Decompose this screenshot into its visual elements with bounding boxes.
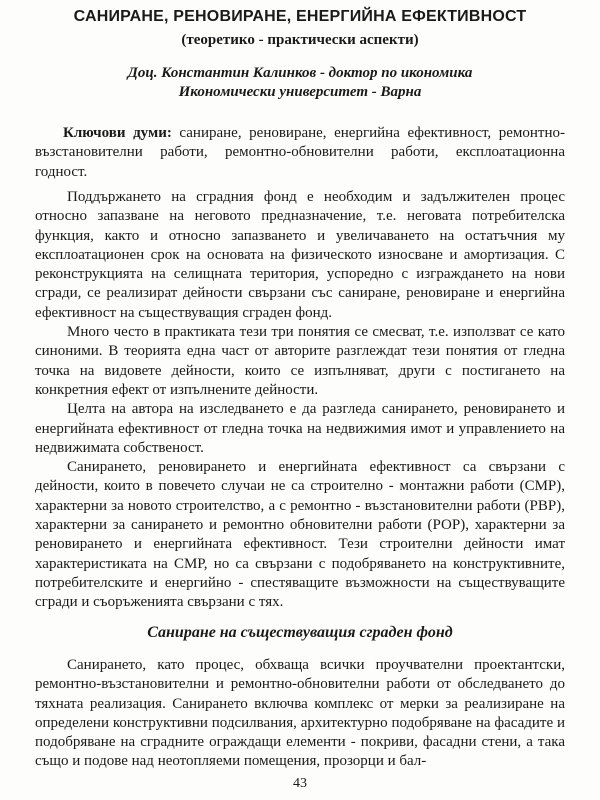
- section-paragraph: Санирането, като процес, обхваща всички проучвателни проектантски, ремонтно-възстановителни и ремонтно-обновителни работи от обследването до тяхната реализация. Санирането включва комплекс от мерки за реализиране на определени конструктивни подсилвания, архитектурно подобряване на фасадите и подобряване на сградните ограждащи елементи - покриви, фасадни стени, а така също и подове над неотопляеми помещения, прозорци и бал-: [35, 657, 565, 770]
- keywords-block: [35, 124, 565, 182]
- author-name: Доц. Константин Калинков - доктор по икономика: [127, 65, 473, 81]
- page-number: 43: [293, 776, 307, 791]
- main-text: [35, 188, 565, 613]
- keywords-text: саниране, реновиране, енергийна ефективност, ремонтно-възстановителни работи, ремонтно-обновителни работи, експлоатационна годност.: [35, 125, 565, 180]
- paragraph-3: Целта на автора на изследването е да разгледа санирането, реновирането и енергийната ефективност от гледна точка на недвижимия имот и управлението на недвижимата собственост.: [35, 401, 565, 456]
- article-title: САНИРАНЕ, РЕНОВИРАНЕ, ЕНЕРГИЙНА ЕФЕКТИВНОСТ: [73, 8, 527, 25]
- article-subtitle: (теоретико - практически аспекти): [181, 32, 419, 48]
- paragraph-4: Санирането, реновирането и енергийната ефективност са свързани с дейности, които в повечето случаи не са строително - монтажни работи (СМР), характерни за новото строителство, а с ремонтно - възстановителни работи (РВР), характерни за санирането и ремонтно обновителни работи (РОР), характерни за реновирането и енергийната ефективност. Тези строителни дейности имат характеристиката на СМР, но са свързани с подобряването на конструктивните, потребителските и енергийно - спестяващите възможности на съществуващите сгради и съоръженията свързани с тях.: [35, 459, 565, 611]
- paragraph-2: Много често в практиката тези три понятия се смесват, т.е. използват се като синоними. В теорията една част от авторите разглеждат тези понятия от гледна точка на видовете дейности, които се изпълняват, други с постигането на конкретния ефект от изпълнените дейности.: [35, 324, 565, 398]
- author-block: [0, 64, 600, 102]
- keywords-paragraph: [35, 124, 565, 182]
- author-affiliation: Икономически университет - Варна: [178, 84, 422, 100]
- section-text: [35, 656, 565, 772]
- keywords-label: Ключови думи:: [63, 125, 172, 141]
- section-heading: Саниране на съществуващия сграден фонд: [147, 624, 453, 641]
- paragraph-1: Поддържането на сградния фонд е необходим и задължителен процес относно запазване на неговото предназначение, т.е. неговата потребителска функция, както и относно запазването и увеличаването на остатъчния му експлоатационен срок на основата на физическото износване и амортизация. С реконструкцията на селищната територия, успоредно с изграждането на нови сгради, се реализират дейности свързани със саниране, реновиране и енергийна ефективност на съществуващия сграден фонд.: [35, 189, 565, 321]
